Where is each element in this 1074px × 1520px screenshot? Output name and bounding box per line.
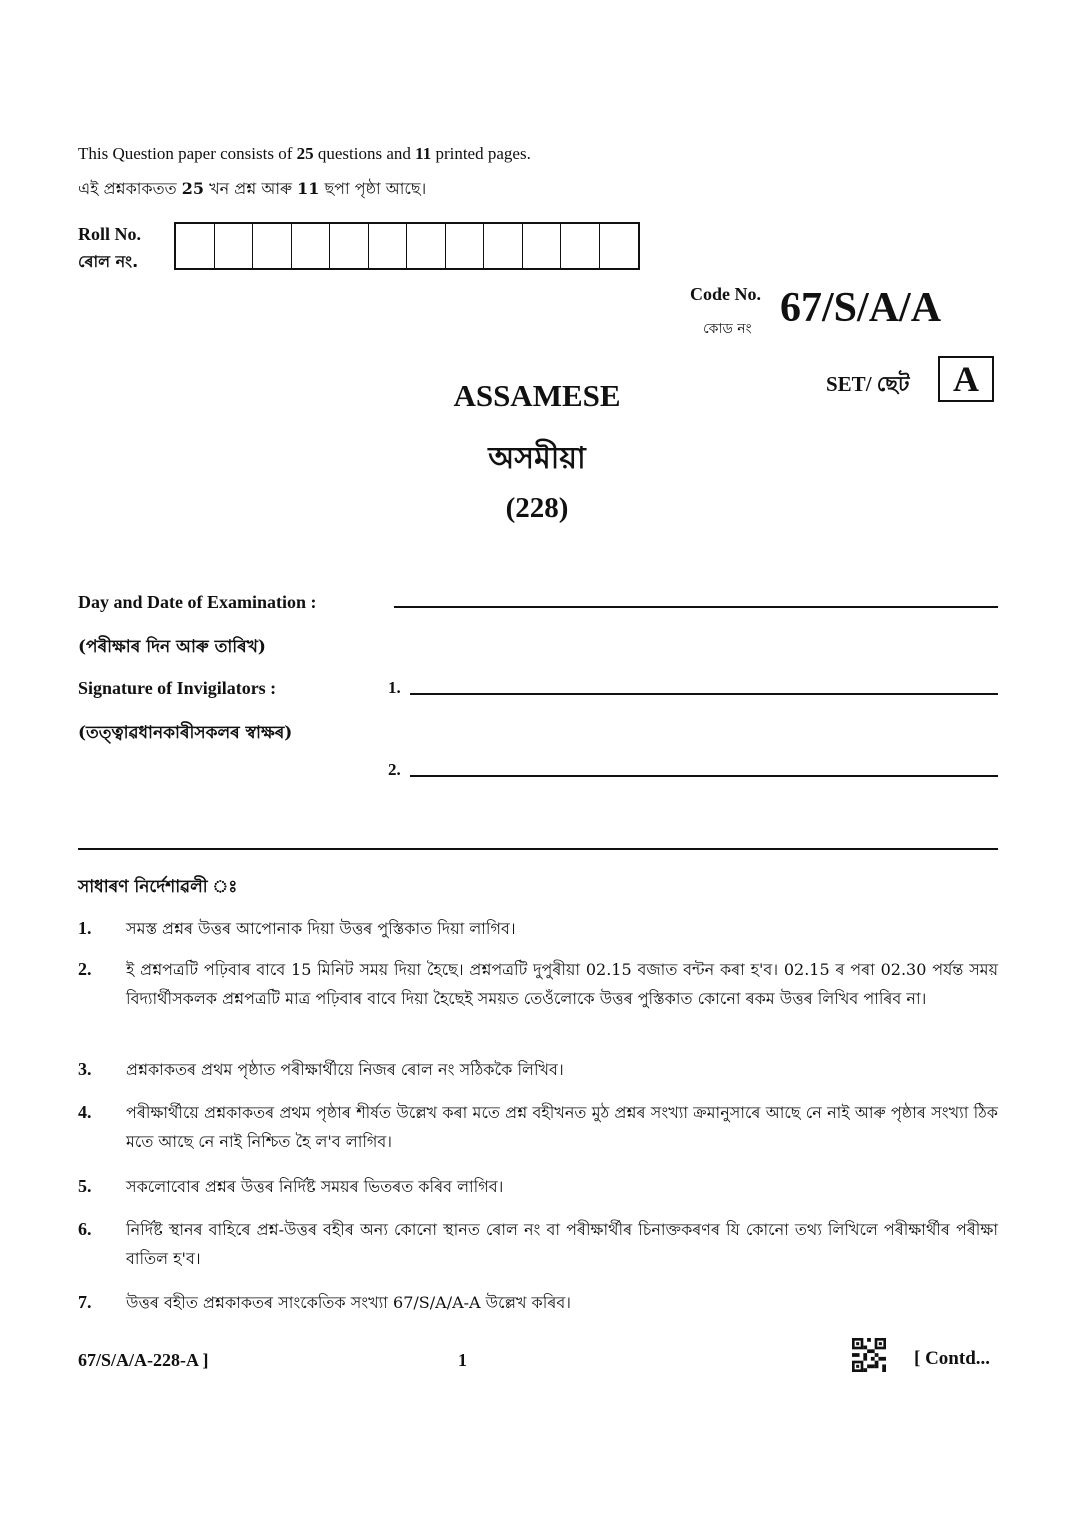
roll-number-box[interactable]: [407, 224, 446, 268]
section-divider: [78, 848, 998, 850]
set-value-box: A: [938, 356, 994, 402]
roll-number-box[interactable]: [176, 224, 215, 268]
roll-number-box[interactable]: [446, 224, 485, 268]
footer-paper-code: 67/S/A/A-228-A ]: [78, 1350, 209, 1370]
roll-number-box[interactable]: [215, 224, 254, 268]
roll-number-box[interactable]: [292, 224, 331, 268]
exam-date-label-assamese: (পৰীক্ষাৰ দিন আৰু তাৰিখ): [78, 637, 266, 657]
invigilator-signature-label: Signature of Invigilators :: [78, 678, 277, 698]
roll-number-boxes[interactable]: [174, 222, 640, 270]
instruction-item: 6. নিৰ্দিষ্ট স্থানৰ বাহিৰে প্ৰশ্ন-উত্তৰ বহীৰ অন্য কোনো স্থানত ৰোল নং বা পৰীক্ষাৰ্থীৰ চিনাক্তকৰণৰ যি কোনো তথ্য লিখিলে পৰীক্ষাৰ্থীৰ পৰীক্ষা বাতিল হ'ব।: [78, 1219, 998, 1268]
instruction-item: 1. সমস্ত প্ৰশ্নৰ উত্তৰ আপোনাক দিয়া উত্তৰ পুস্তিকাত দিয়া লাগিব।: [78, 918, 516, 938]
instruction-item: 2. ই প্ৰশ্নপত্ৰটি পঢ়িবাৰ বাবে 15 মিনিট সময় দিয়া হৈছে। প্ৰশ্নপত্ৰটি দুপুৰীয়া 02.15 বজাত বন্টন কৰা হ'ব। 02.15 ৰ পৰা 02.30 পৰ্যন্ত সময় বিদ্যাৰ্থীসকলক প্ৰশ্নপত্ৰটি মাত্ৰ পঢ়িবাৰ বাবে দিয়া হৈছেই সময়ত তেওঁলোকে উত্তৰ পুস্তিকাত কোনো ৰকম উত্তৰ লিখিব পাৰিব না।: [78, 959, 998, 1008]
roll-number-box[interactable]: [253, 224, 292, 268]
signature-line-1[interactable]: [410, 693, 998, 695]
subject-code: (228): [505, 492, 569, 524]
set-label: SET/ ছেট: [826, 372, 910, 396]
signature-line-2[interactable]: [410, 775, 998, 777]
pages-info-english: This Question paper consists of 25 questions and 11 printed pages.: [78, 144, 531, 163]
roll-number-box[interactable]: [523, 224, 562, 268]
subject-title-english: ASSAMESE: [453, 378, 621, 413]
exam-date-line[interactable]: [394, 606, 998, 608]
exam-date-label: Day and Date of Examination :: [78, 592, 317, 612]
pages-info-assamese: এই প্ৰশ্নকাকতত 25 খন প্ৰশ্ন আৰু 11 ছপা পৃষ্ঠা আছে।: [78, 179, 427, 198]
code-number-label: Code No.: [690, 284, 761, 304]
code-number-label-assamese: কোড নং: [703, 321, 752, 337]
roll-number-box[interactable]: [369, 224, 408, 268]
subject-title-assamese: অসমীয়া: [488, 441, 586, 476]
continued-label: [ Contd...: [914, 1348, 991, 1369]
instruction-item: 5. সকলোবোৰ প্ৰশ্নৰ উত্তৰ নিৰ্দিষ্ট সময়ৰ ভিতৰত কৰিব লাগিব।: [78, 1176, 504, 1196]
roll-number-box[interactable]: [484, 224, 523, 268]
general-instructions-heading: সাধাৰণ নিৰ্দেশাৱলী ঃ: [78, 877, 238, 897]
roll-number-box[interactable]: [600, 224, 639, 268]
invigilator-signature-label-assamese: (তত্ত্বাৱধানকাৰীসকলৰ স্বাক্ষৰ): [78, 723, 293, 743]
instruction-item: 3. প্ৰশ্নকাকতৰ প্ৰথম পৃষ্ঠাত পৰীক্ষাৰ্থীয়ে নিজৰ ৰোল নং সঠিককৈ লিখিব।: [78, 1059, 564, 1079]
roll-number-box[interactable]: [561, 224, 600, 268]
signature-number-2: 2.: [388, 760, 401, 779]
page-number: 1: [458, 1350, 467, 1370]
roll-number-box[interactable]: [330, 224, 369, 268]
instruction-item: 7. উত্তৰ বহীত প্ৰশ্নকাকতৰ সাংকেতিক সংখ্যা 67/S/A/A-A উল্লেখ কৰিব।: [78, 1292, 571, 1312]
code-number-value: 67/S/A/A: [780, 285, 942, 331]
instruction-item: 4. পৰীক্ষাৰ্থীয়ে প্ৰশ্নকাকতৰ প্ৰথম পৃষ্ঠাৰ শীৰ্ষত উল্লেখ কৰা মতে প্ৰশ্ন বহীখনত মুঠ প্ৰশ্নৰ সংখ্যা ক্ৰমানুসাৰে আছে নে নাই আৰু পৃষ্ঠাৰ সংখ্যা ঠিক মতে আছে নে নাই নিশ্চিত হৈ ল'ব লাগিব।: [78, 1102, 998, 1151]
roll-number-label: Roll No. ৰোল নং.: [78, 224, 141, 271]
signature-number-1: 1.: [388, 678, 401, 697]
qr-code-icon: [852, 1338, 886, 1372]
